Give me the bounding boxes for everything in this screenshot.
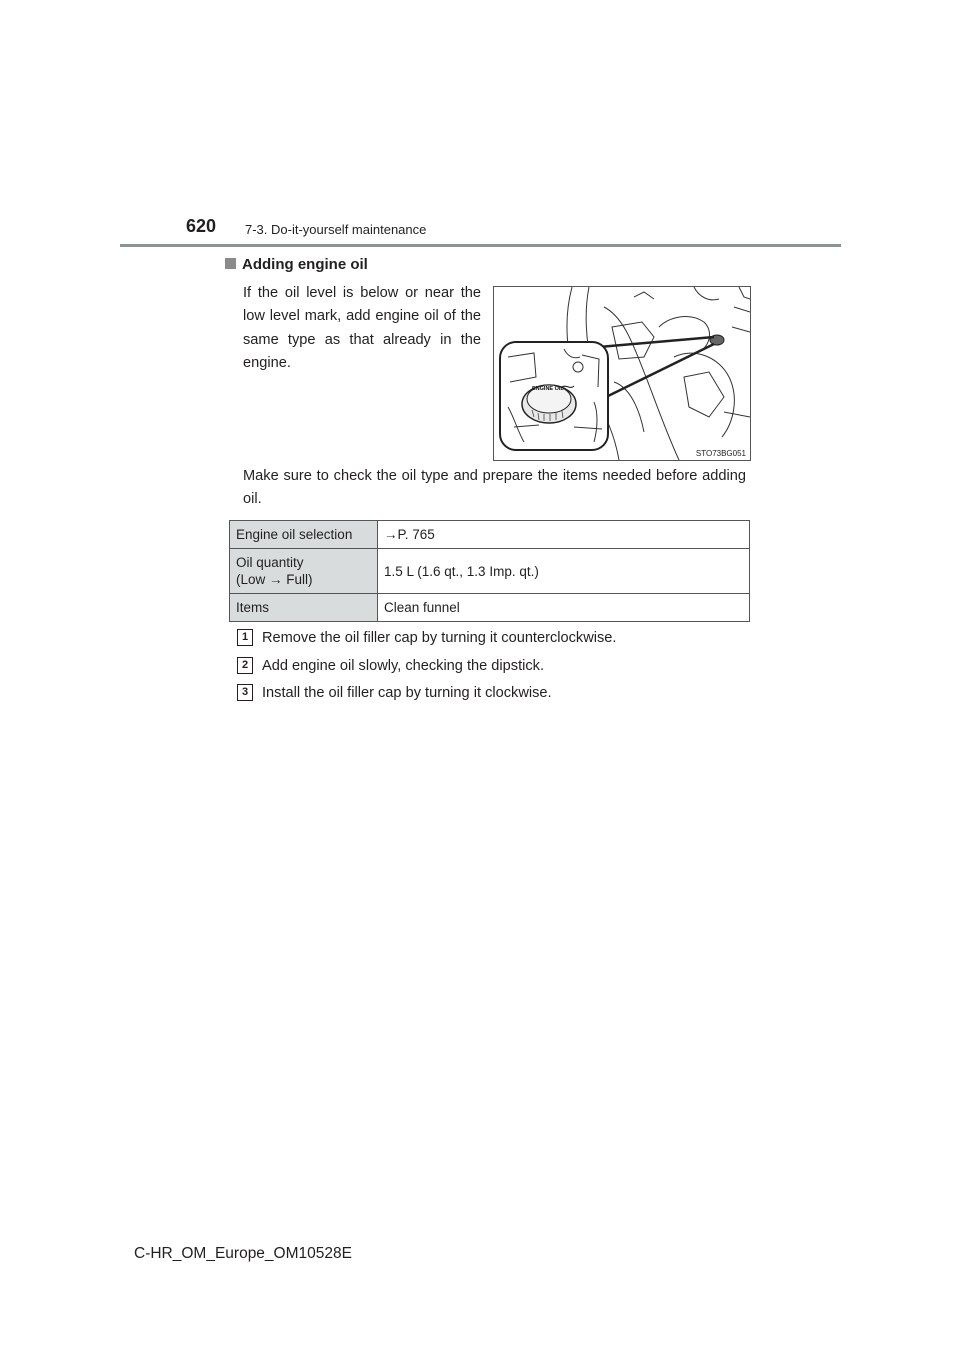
oil-quantity-label: Oil quantity (236, 555, 304, 570)
section-heading-text: Adding engine oil (242, 256, 368, 273)
step-item (237, 657, 544, 674)
step-item (237, 629, 616, 646)
step-number-badge: 3 (237, 684, 253, 701)
table-row (230, 521, 750, 549)
oil-quantity-range: (Low → Full) (236, 572, 313, 587)
page-number: 620 (186, 216, 217, 236)
section-heading (225, 256, 368, 273)
table-value-cell: 1.5 L (1.6 qt., 1.3 Imp. qt.) (378, 549, 750, 594)
table-value-cell: Clean funnel (378, 594, 750, 622)
engine-bay-drawing (494, 287, 750, 460)
square-bullet-icon (225, 258, 236, 269)
step-number-badge: 1 (237, 629, 253, 646)
step-text: Install the oil filler cap by turning it clockwise. (262, 684, 552, 701)
step-item (237, 684, 552, 701)
intro-paragraph: If the oil level is below or near the low level mark, add engine oil of the same type as that already in the engine. (243, 285, 481, 371)
table-row (230, 594, 750, 622)
step-text: Add engine oil slowly, checking the dipstick. (262, 657, 545, 674)
engine-oil-cap-label: ENGINE OIL (532, 386, 564, 392)
table-label-cell (230, 549, 378, 594)
step-text: Remove the oil filler cap by turning it counterclockwise. (262, 629, 617, 646)
table-label-cell: Items (230, 594, 378, 622)
table-value-cell: →P. 765 (378, 521, 750, 549)
header-rule (120, 244, 841, 247)
table-row (230, 549, 750, 594)
oil-spec-table (229, 520, 750, 622)
document-id: C-HR_OM_Europe_OM10528E (134, 1245, 352, 1262)
step-number-badge: 2 (237, 657, 253, 674)
figure-code: STO73BG051 (695, 449, 746, 458)
engine-oil-cap-illustration (493, 286, 751, 461)
preparation-note: Make sure to check the oil type and prepare the items needed before adding oil. (243, 468, 746, 507)
section-title: 7-3. Do-it-yourself maintenance (245, 222, 427, 237)
table-label-cell: Engine oil selection (230, 521, 378, 549)
